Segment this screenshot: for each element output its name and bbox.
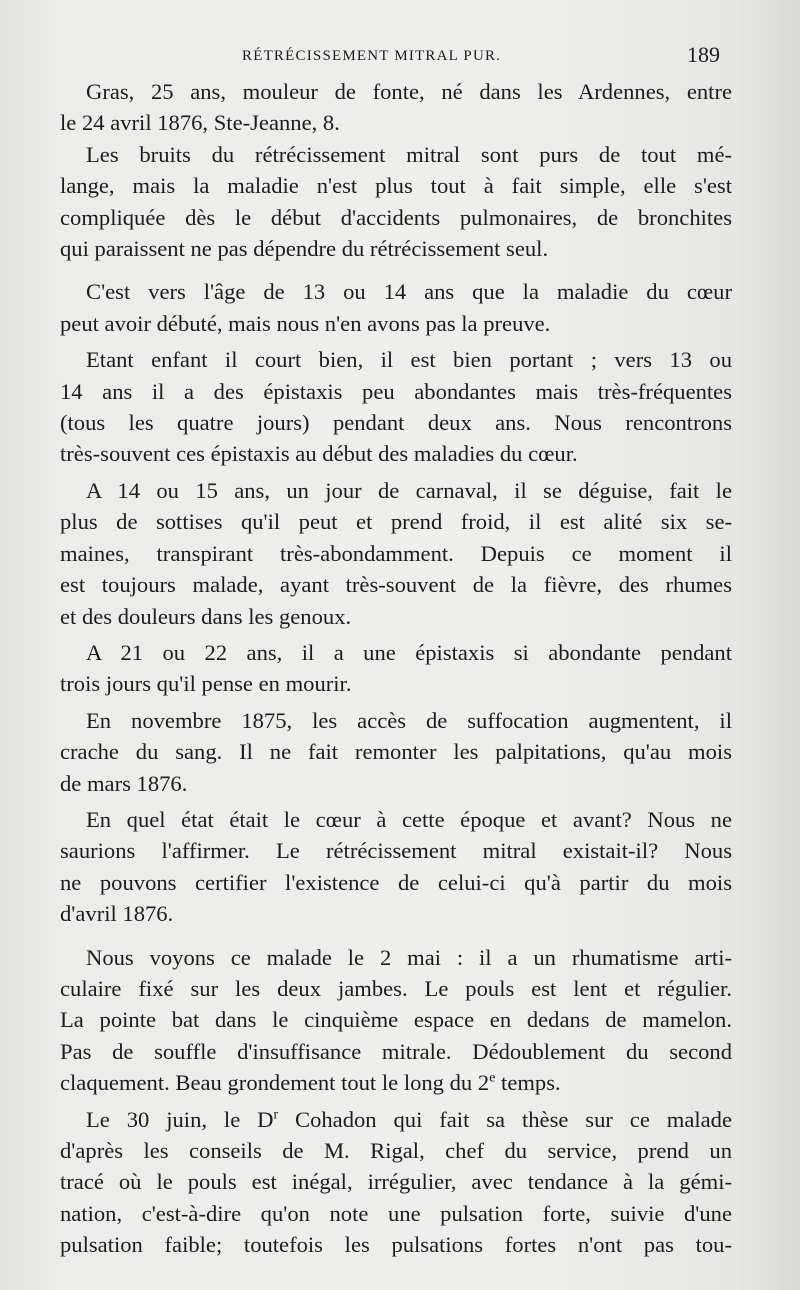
text-line: ne pouvons certifier l'existence de celui-ci qu'à partir du mois — [60, 869, 732, 895]
text-line: de mars 1876. — [60, 770, 188, 796]
text-line: le 24 avril 1876, Ste-Jeanne, 8. — [60, 110, 340, 136]
text-line: trois jours qu'il pense en mourir. — [60, 671, 352, 697]
paragraph — [60, 637, 732, 700]
text-line: crache du sang. Il ne fait remonter les palpitations, qu'au mois — [60, 739, 732, 765]
text-line: En novembre 1875, les accès de suffocation augmentent, il — [86, 707, 732, 733]
text-line: A 14 ou 15 ans, un jour de carnaval, il se déguise, fait le — [86, 477, 732, 503]
text-line: En quel état était le cœur à cette époque et avant? Nous ne — [86, 806, 732, 832]
text-line: maines, transpirant très-abondamment. Depuis ce moment il — [60, 540, 732, 566]
text-line: Gras, 25 ans, mouleur de fonte, né dans les Ardennes, entre — [86, 79, 732, 104]
text-line: Les bruits du rétrécissement mitral sont purs de tout mé- — [86, 141, 732, 167]
text-line: Etant enfant il court bien, il est bien portant ; vers 13 ou — [86, 347, 732, 373]
paragraph — [60, 804, 732, 930]
text-line: peut avoir débuté, mais nous n'en avons pas la preuve. — [60, 310, 551, 336]
text-line: saurions l'affirmer. Le rétrécissement mitral existait-il? Nous — [60, 838, 732, 864]
text-line: d'après les conseils de M. Rigal, chef du service, prend un — [60, 1138, 732, 1163]
text-fragment: Cohadon qui fait sa thèse sur ce malade — [278, 1106, 732, 1132]
text-line: Nous voyons ce malade le 2 mai : il a un rhumatisme arti- — [86, 944, 732, 970]
paragraph — [60, 705, 732, 799]
text-line: très-souvent ces épistaxis au début des maladies du cœur. — [60, 441, 578, 467]
text-line: tracé où le pouls est inégal, irrégulier, avec tendance à la gémi- — [60, 1169, 732, 1195]
text-line: nation, c'est-à-dire qu'on note une pulsation forte, suivie d'une — [60, 1200, 732, 1226]
text-fragment: Le 30 juin, le D — [86, 1106, 274, 1132]
superscript: e — [489, 1070, 496, 1086]
body-text — [60, 76, 732, 1261]
text-line: d'avril 1876. — [60, 901, 174, 927]
text-line: plus de sottises qu'il peut et prend froid, il est alité six se- — [60, 509, 732, 535]
paragraph — [60, 1104, 732, 1261]
text-line: et des douleurs dans les genoux. — [60, 603, 352, 629]
text-line — [60, 1104, 732, 1135]
text-line: C'est vers l'âge de 13 ou 14 ans que la maladie du cœur — [86, 279, 732, 305]
paragraph — [60, 475, 732, 632]
superscript: r — [273, 1107, 279, 1123]
text-line: lange, mais la maladie n'est plus tout à fait simple, elle s'est — [60, 173, 732, 199]
text-line: est toujours malade, ayant très-souvent de la fièvre, des rhumes — [60, 572, 732, 598]
text-line: pulsation faible; toutefois les pulsations fortes n'ont pas tou- — [60, 1232, 732, 1258]
text-line: (tous les quatre jours) pendant deux ans. Nous rencontrons — [60, 410, 732, 436]
text-line: La pointe bat dans le cinquième espace en dedans de mamelon. — [60, 1007, 732, 1033]
paragraph — [60, 276, 732, 339]
text-line: culaire fixé sur les deux jambes. Le pouls est lent et régulier. — [60, 975, 732, 1001]
text-line — [60, 1067, 732, 1098]
page-header — [60, 40, 722, 72]
text-line: A 21 ou 22 ans, il a une épistaxis si abondante pendant — [86, 639, 732, 665]
text-line: compliquée dès le début d'accidents pulmonaires, de bronchites — [60, 204, 732, 230]
text-fragment: claquement. Beau grondement tout le long du 2 — [60, 1070, 490, 1096]
paragraph — [60, 344, 732, 470]
text-line: Pas de souffle d'insuffisance mitrale. Dédoublement du second — [60, 1038, 732, 1064]
text-fragment: temps. — [495, 1070, 561, 1096]
text-line: 14 ans il a des épistaxis peu abondantes mais très-fréquentes — [60, 378, 732, 404]
paragraph — [60, 942, 732, 1099]
page-number: 189 — [687, 42, 720, 67]
running-title: RÉTRÉCISSEMENT MITRAL PUR. — [242, 48, 502, 64]
text-line: qui paraissent ne pas dépendre du rétrécissement seul. — [60, 236, 549, 262]
paragraph — [60, 76, 732, 139]
paragraph — [60, 139, 732, 265]
